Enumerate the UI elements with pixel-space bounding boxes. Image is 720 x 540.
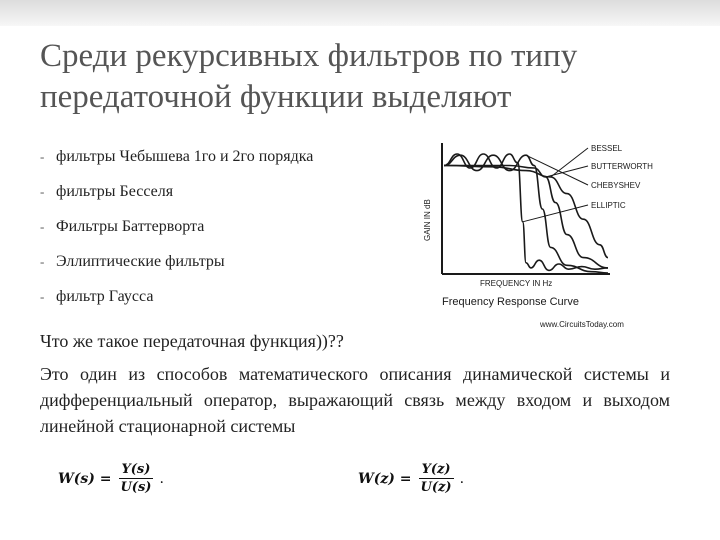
formula-numerator: Y(z) — [419, 462, 454, 479]
definition-text: Это один из способов математического описания динамической системы и дифференциальный оператор, выражающий связь между входом и выходом линейной стационарной системы — [40, 364, 670, 436]
fraction — [418, 462, 455, 495]
list-item — [40, 247, 313, 282]
frequency-response-chart — [400, 131, 665, 336]
formula-denominator: U(s) — [120, 480, 152, 495]
top-bar — [0, 0, 720, 26]
formula-tail: . — [159, 470, 164, 487]
formula-lhs: W(z) = — [358, 470, 412, 487]
list-item — [40, 142, 313, 177]
dash-icon: - — [40, 289, 45, 304]
legend-label-bessel: BESSEL — [591, 144, 623, 153]
legend-pointers — [523, 148, 588, 222]
series-line-chebyshev — [444, 155, 608, 273]
chart-caption: Frequency Response Curve — [442, 296, 579, 308]
formula-lhs: W(s) = — [58, 470, 112, 487]
series-line-butterworth — [444, 166, 608, 268]
dash-icon: - — [40, 149, 45, 164]
y-axis-label: GAIN IN dB — [423, 199, 432, 241]
bullet-text: фильтр Гаусса — [56, 288, 154, 305]
bullet-text: фильтры Чебышева 1го и 2го порядка — [56, 148, 314, 165]
series-line-elliptic — [444, 154, 608, 270]
axes — [442, 143, 610, 274]
bullet-list — [40, 142, 313, 317]
formula-denominator: U(z) — [420, 480, 452, 495]
dash-icon: - — [40, 184, 45, 199]
legend-label-chebyshev: CHEBYSHEV — [591, 181, 641, 190]
formula-tail: . — [459, 470, 465, 487]
bullet-text: фильтры Бесселя — [56, 183, 174, 200]
x-axis-label: FREQUENCY IN Hz — [480, 279, 553, 288]
slide-title: Среди рекурсивных фильтров по типу передаточной функции выделяют — [40, 38, 578, 115]
question-text: Что же такое передаточная функция))?? — [40, 331, 344, 351]
dash-icon: - — [40, 254, 45, 269]
chart-credit: www.CircuitsToday.com — [540, 320, 624, 329]
bullet-text: Фильтры Баттерворта — [56, 218, 205, 235]
legend-pointer-bessel — [551, 148, 588, 177]
formula-numerator: Y(s) — [119, 462, 154, 479]
series-line-bessel — [444, 166, 608, 258]
series-layer — [444, 154, 608, 273]
list-item — [40, 212, 313, 247]
formula-discrete — [358, 462, 464, 495]
list-item — [40, 177, 313, 212]
formula-continuous — [58, 462, 164, 495]
dash-icon: - — [40, 219, 45, 234]
legend-label-elliptic: ELLIPTIC — [591, 201, 626, 210]
list-item — [40, 282, 313, 317]
legend-label-butterworth: BUTTERWORTH — [591, 162, 653, 171]
bullet-text: Эллиптические фильтры — [56, 253, 225, 270]
fraction — [117, 462, 154, 495]
